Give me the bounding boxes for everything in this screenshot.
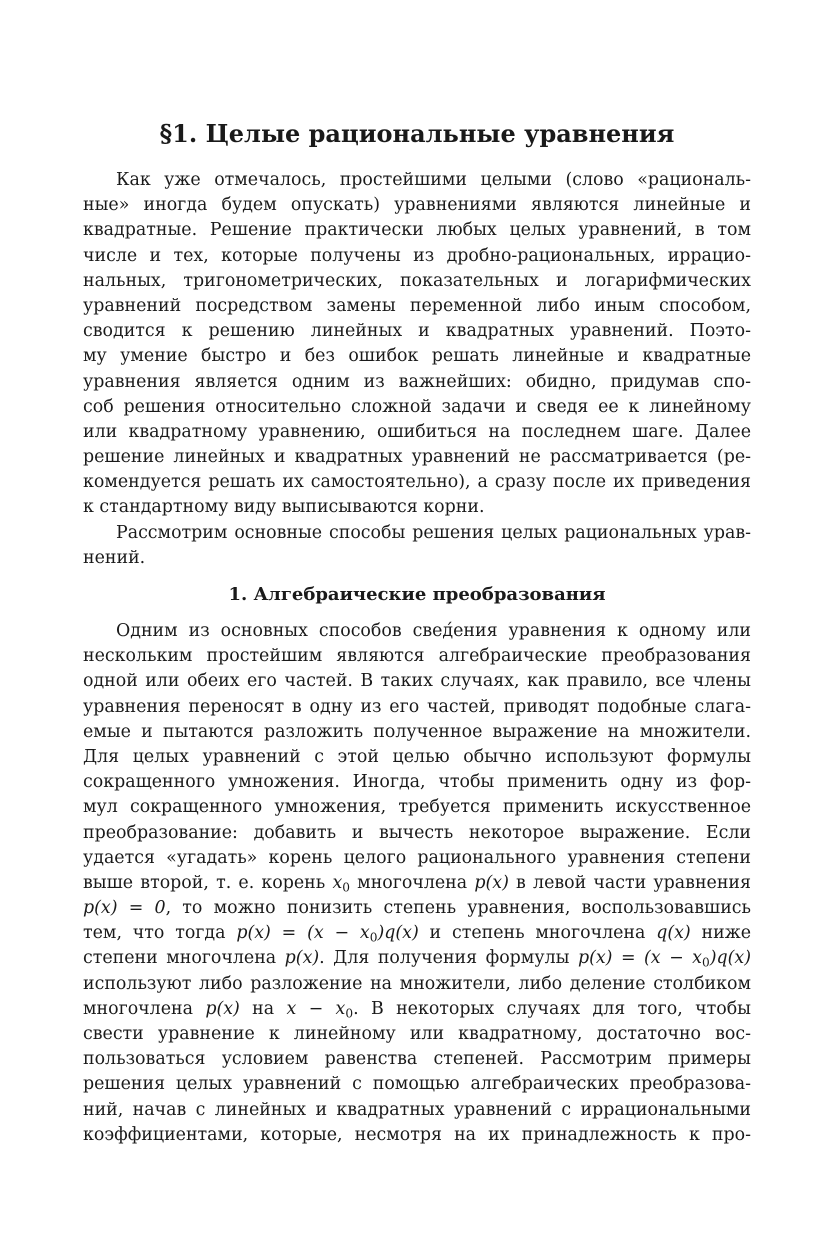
text-line: мул сокращенного умножения, требуется применить искусственное bbox=[83, 797, 751, 818]
text-line: нений. bbox=[83, 547, 146, 568]
text-line: нескольким простейшим являются алгебраические преобразования bbox=[83, 646, 751, 667]
text-line: решение линейных и квадратных уравнений не рассматривается (ре- bbox=[83, 447, 751, 468]
text-line: уравнений посредством замены переменной либо иным способом, bbox=[83, 295, 751, 316]
text-line: одной или обеих его частей. В таких случаях, как правило, все члены bbox=[83, 671, 751, 692]
text-line: к стандартному виду выписываются корни. bbox=[83, 497, 485, 518]
text-fragment: . Для получения формулы bbox=[319, 948, 578, 969]
math-subscript: 0 bbox=[701, 955, 710, 970]
text-line: или квадратному уравнению, ошибиться на последнем шаге. Далее bbox=[83, 421, 751, 442]
text-fragment: степени многочлена bbox=[83, 948, 285, 969]
text-line: удается «угадать» корень целого рационального уравнения степени bbox=[83, 847, 751, 868]
math-x0 bbox=[332, 873, 350, 893]
text-fragment: на bbox=[239, 998, 287, 1019]
text-fragment: в левой части уравнения bbox=[508, 872, 751, 893]
intro-paragraph-2 bbox=[83, 521, 751, 571]
text-fragment: тем, что тогда bbox=[83, 923, 237, 944]
math-factorization bbox=[236, 923, 418, 943]
math-expr: p(x) = (x − x bbox=[577, 948, 702, 969]
text-line: коэффициентами, которые, несмотря на их принадлежность к про- bbox=[83, 1124, 751, 1145]
math-qx: q(x) bbox=[656, 923, 691, 944]
text-line: числе и тех, которые получены из дробно-рациональных, иррацио- bbox=[83, 245, 751, 266]
text-fragment: многочлена bbox=[349, 872, 475, 893]
text-line: нальных, тригонометрических, показательных и логарифмических bbox=[83, 270, 751, 291]
math-px-eq-zero: p(x) = 0 bbox=[83, 898, 166, 919]
text-line: сводится к решению линейных и квадратных уравнений. Поэто- bbox=[83, 321, 751, 342]
text-line: сокращенного умножения. Иногда, чтобы применить одну из фор- bbox=[83, 772, 751, 793]
text-line: пользоваться условием равенства степеней. Рассмотрим примеры bbox=[83, 1049, 751, 1070]
math-expr: x − x bbox=[286, 998, 346, 1019]
subsection-title: 1. Алгебраические преобразования bbox=[228, 584, 606, 605]
text-line: преобразование: добавить и вычесть некоторое выражение. Если bbox=[83, 822, 751, 843]
math-subscript: 0 bbox=[369, 930, 378, 945]
text-line bbox=[83, 997, 751, 1022]
text-fragment: , то можно понизить степень уравнения, воспользовавшись bbox=[165, 898, 751, 919]
text-line: соб решения относительно сложной задачи и сведя ее к линейному bbox=[83, 396, 751, 417]
math-x-minus-x0 bbox=[286, 999, 353, 1019]
text-line: му умение быстро и без ошибок решать линейные и квадратные bbox=[83, 346, 751, 367]
text-line: используют либо разложение на множители, либо деление столбиком bbox=[83, 973, 751, 994]
text-line: ные» иногда будем опускать) уравнениями являются линейные и bbox=[83, 195, 751, 216]
math-factorization bbox=[578, 948, 751, 968]
math-var: x bbox=[332, 872, 343, 893]
math-expr: p(x) = (x − x bbox=[236, 923, 370, 944]
text-line: Одним из основных способов свед́ения уравнения к одному или bbox=[116, 621, 751, 641]
text-fragment: ниже bbox=[690, 923, 752, 944]
math-expr: )q(x) bbox=[709, 948, 751, 969]
math-px: p(x) bbox=[474, 872, 509, 893]
text-line: Для целых уравнений с этой целью обычно используют формулы bbox=[83, 746, 751, 767]
text-line bbox=[83, 921, 751, 946]
intro-paragraph-1 bbox=[83, 168, 751, 521]
text-line: комендуется решать их самостоятельно), а сразу после их приведения bbox=[83, 472, 751, 493]
section-title: §1. Целые рациональные уравнения bbox=[159, 119, 675, 148]
math-subscript: 0 bbox=[345, 1006, 354, 1021]
body-paragraph bbox=[83, 619, 751, 1148]
text-line bbox=[83, 946, 751, 971]
text-line: емые и пытаются разложить полученное выражение на множители. bbox=[83, 721, 751, 742]
math-px: p(x) bbox=[284, 948, 320, 969]
text-fragment: . В некоторых случаях для того, чтобы bbox=[353, 998, 752, 1019]
text-line: ний, начав с линейных и квадратных уравнений с иррациональными bbox=[83, 1099, 751, 1120]
math-subscript: 0 bbox=[342, 880, 350, 895]
text-line: Как уже отмечалось, простейшими целыми (слово «рациональ- bbox=[116, 170, 751, 190]
math-expr: )q(x) bbox=[377, 923, 419, 944]
text-fragment: и степень многочлена bbox=[418, 923, 657, 944]
text-fragment: выше второй, т. е. корень bbox=[83, 872, 333, 893]
text-line: квадратные. Решение практически любых целых уравнений, в том bbox=[83, 220, 751, 241]
text-line: уравнения является одним из важнейших: обидно, придумав спо- bbox=[83, 371, 751, 392]
text-line: Рассмотрим основные способы решения целых рациональных урав- bbox=[116, 522, 751, 543]
text-line bbox=[83, 871, 751, 896]
text-line bbox=[83, 896, 751, 921]
math-px: p(x) bbox=[205, 998, 240, 1019]
text-line: решения целых уравнений с помощью алгебраических преобразова- bbox=[83, 1074, 751, 1095]
page bbox=[83, 118, 751, 1148]
text-fragment: многочлена bbox=[83, 998, 206, 1019]
text-line: уравнения переносят в одну из его частей, приводят подобные слага- bbox=[83, 696, 751, 717]
text-line: свести уравнение к линейному или квадратному, достаточно вос- bbox=[83, 1024, 751, 1044]
